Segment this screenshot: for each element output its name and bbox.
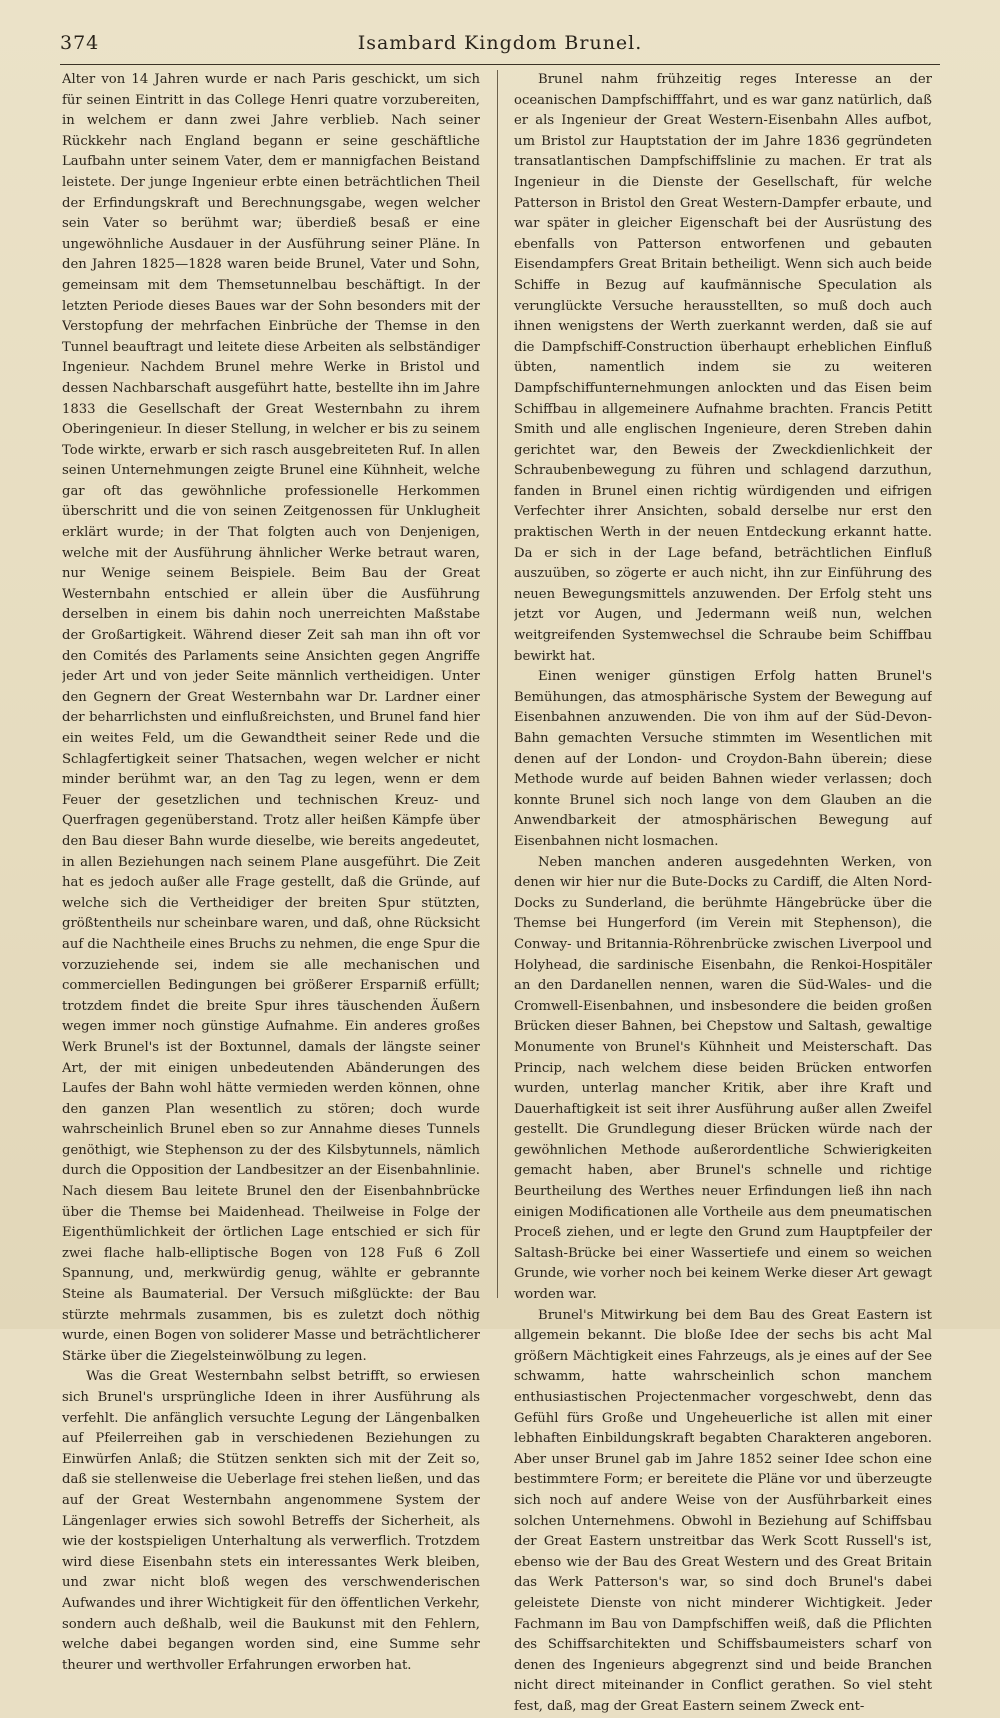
- running-title: Isambard Kingdom Brunel.: [357, 32, 643, 54]
- page-number: 374: [60, 32, 100, 54]
- page-header: [60, 28, 940, 64]
- column-divider: [497, 70, 498, 1298]
- right-column: [514, 70, 932, 1718]
- left-column: [62, 70, 480, 1676]
- paragraph: Einen weniger günstigen Erfolg hatten Brunel's Bemühungen, das atmosphärische System der Bewegung auf Eisenbahnen anzuwenden. Die von ihm auf der Süd-Devon-Bahn gemachten Versuche stimmten im Wesentlichen mit denen auf der London- und Croydon-Bahn überein; diese Methode wurde auf beiden Bahnen wieder verlassen; doch konnte Brunel sich noch lange von dem Glauben an die Anwendbarkeit der atmosphärischen Bewegung auf Eisenbahnen nicht losmachen.: [514, 669, 932, 849]
- paragraph: Alter von 14 Jahren wurde er nach Paris geschickt, um sich für seinen Eintritt in das College Henri quatre vorzubereiten, in welchem er dann zwei Jahre verblieb. Nach seiner Rückkehr nach England begann er seine geschäftliche Laufbahn unter seinem Vater, dem er mannigfachen Beistand leistete. Der junge Ingenieur erbte einen beträchtlichen Theil der Erfindungskraft und Berechnungsgabe, wegen welcher sein Vater so berühmt war; überdieß besaß er eine ungewöhnliche Ausdauer in der Ausführung seiner Pläne. In den Jahren 1825—1828 waren beide Brunel, Vater und Sohn, gemeinsam mit dem Themsetunnelbau beschäftigt. In der letzten Periode dieses Baues war der Sohn besonders mit der Verstopfung der mehrfachen Einbrüche der Themse in den Tunnel beauftragt und leitete diese Arbeiten als selbständiger Ingenieur. Nachdem Brunel mehre Werke in Bristol und dessen Nachbarschaft ausgeführt hatte, bestellte ihn im Jahre 1833 die Gesellschaft der Great Westernbahn zu ihrem Oberingenieur. In dieser Stellung, in welcher er bis zu seinem Tode wirkte, erwarb er sich rasch ausgebreiteten Ruf. In allen seinen Unternehmungen zeigte Brunel eine Kühnheit, welche gar oft das gewöhnliche professionelle Herkommen überschritt und die von seinen Zeitgenossen für Unklugheit erklärt wurde; in der That folgten auch von Denjenigen, welche mit der Ausführung ähnlicher Werke betraut waren, nur Wenige seinem Beispiele. Beim Bau der Great Westernbahn entschied er allein über die Ausführung derselben in einem bis dahin noch unerreichten Maßstabe der Großartigkeit. Während dieser Zeit sah man ihn oft vor den Comités des Parlaments seine Ansichten gegen Angriffe jeder Art und von jeder Seite männlich vertheidigen. Unter den Gegnern der Great Westernbahn war Dr. Lardner einer der beharrlichsten und einflußreichsten, und Brunel fand hier ein weites Feld, um die Gewandtheit seiner Rede und die Schlagfertigkeit seiner Thatsachen, wegen welcher er nicht minder berühmt war, an den Tag zu legen, wenn er dem Feuer der gesetzlichen und technischen Kreuz- und Querfragen gegenüberstand. Trotz aller heißen Kämpfe über den Bau dieser Bahn wurde dieselbe, wie bereits angedeutet, in allen Beziehungen nach seinem Plane ausgeführt. Die Zeit hat es jedoch außer alle Frage gestellt, daß die Gründe, auf welche sich die Vertheidiger der breiten Spur stützten, größtentheils nur scheinbare waren, und daß, ohne Rücksicht auf die Nachtheile eines Bruchs zu nehmen, die enge Spur die vorzuziehende sei, indem sie alle mechanischen und commerciellen Bedingungen bei größerer Ersparniß erfüllt; trotzdem findet die breite Spur ihres täuschenden Äußern wegen immer noch günstige Aufnahme. Ein anderes großes Werk Brunel's ist der Boxtunnel, damals der längste seiner Art, der mit einigen unbedeutenden Abänderungen des Laufes der Bahn wohl hätte vermieden werden können, ohne den ganzen Plan wesentlich zu stören; doch wurde wahrscheinlich Brunel eben so zur Annahme dieses Tunnels genöthigt, wie Stephenson zu der des Kilsbytunnels, nämlich durch die Opposition der Landbesitzer an der Eisenbahnlinie. Nach diesem Bau leitete Brunel den der Eisenbahnbrücke über die Themse bei Maidenhead. Theilweise in Folge der Eigenthümlichkeit der örtlichen Lage entschied er sich für zwei flache halb-elliptische Bogen von 128 Fuß 6 Zoll Spannung, und, merkwürdig genug, wählte er gebrannte Steine als Baumaterial. Der Versuch mißglückte: der Bau stürzte mehrmals zusammen, bis es zuletzt doch nöthig wurde, einen Bogen von soliderer Masse und beträchtlicherer Stärke über die Ziegelsteinwölbung zu legen.: [62, 72, 480, 1364]
- paragraph: Neben manchen anderen ausgedehnten Werken, von denen wir hier nur die Bute-Docks zu Cardiff, die Alten Nord-Docks zu Sunderland, die berühmte Hängebrücke über die Themse bei Hungerford (im Verein mit Stephenson), die Conway- und Britannia-Röhrenbrücke zwischen Liverpool und Holyhead, die sardinische Eisenbahn, die Renkoi-Hospitäler an den Dardanellen nennen, waren die Süd-Wales- und die Cromwell-Eisenbahnen, und insbesondere die beiden großen Brücken dieser Bahnen, bei Chepstow und Saltash, gewaltige Monumente von Brunel's Kühnheit und Meisterschaft. Das Princip, nach welchem diese beiden Brücken entworfen wurden, unterlag mancher Kritik, aber ihre Kraft und Dauerhaftigkeit ist seit ihrer Ausführung außer allen Zweifel gestellt. Die Grundlegung dieser Brücken würde nach der gewöhnlichen Methode außerordentliche Schwierigkeiten gemacht haben, aber Brunel's schnelle und richtige Beurtheilung des Werthes neuer Erfindungen ließ ihn nach einigen Modificationen alle Vortheile aus dem pneumatischen Proceß ziehen, und er legte den Grund zum Hauptpfeiler der Saltash-Brücke bei einer Wassertiefe und einem so weichen Grunde, wie vorher noch bei keinem Werke dieser Art gewagt worden war.: [514, 854, 932, 1303]
- paragraph: Brunel's Mitwirkung bei dem Bau des Great Eastern ist allgemein bekannt. Die bloße Idee der sechs bis acht Mal größern Mächtigkeit eines Fahrzeugs, als je eines auf der See schwamm, hatte wahrscheinlich schon manchem enthusiastischen Projectenmacher vorgeschwebt, denn das Gefühl fürs Große und Ungeheuerliche ist allen mit einer lebhaften Einbildungskraft begabten Charakteren angeboren. Aber unser Brunel gab im Jahre 1852 seiner Idee schon eine bestimmtere Form; er bereitete die Pläne vor und überzeugte sich noch auf andere Weise von der Ausführbarkeit eines solchen Unternehmens. Obwohl in Beziehung auf Schiffsbau der Great Eastern unstreitbar das Werk Scott Russell's ist, ebenso wie der Bau des Great Western und des Great Britain das Werk Patterson's war, so sind doch Brunel's dabei geleistete Dienste von nicht minderer Wichtigkeit. Jeder Fachmann im Bau von Dampfschiffen weiß, daß die Pflichten des Schiffsarchitekten und Schiffsbaumeisters scharf von denen des Ingenieurs abgegrenzt sind und beide Branchen nicht direct miteinander in Conflict gerathen. So viel steht fest, daß, mag der Great Eastern seinem Zweck ent-: [514, 1307, 932, 1714]
- paragraph: Was die Great Westernbahn selbst betrifft, so erwiesen sich Brunel's ursprüngliche Ideen in ihrer Ausführung als verfehlt. Die anfänglich versuchte Legung der Längenbalken auf Pfeilerreihen gab in verschiedenen Beziehungen zu Einwürfen Anlaß; die Stützen senkten sich mit der Zeit so, daß sie stellenweise die Ueberlage frei stehen ließen, und das auf der Great Westernbahn angenommene System der Längenlager erwies sich sowohl Betreffs der Sicherheit, als wie der kostspieligen Unterhaltung als verwerflich. Trotzdem wird diese Eisenbahn stets ein interessantes Werk bleiben, und zwar nicht bloß wegen des verschwenderischen Aufwandes und ihrer Wichtigkeit für den öffentlichen Verkehr, sondern auch deßhalb, weil die Baukunst mit den Fehlern, welche dabei begangen worden sind, eine Summe sehr theurer und werthvoller Erfahrungen erworben hat.: [62, 1369, 480, 1673]
- paragraph: Brunel nahm frühzeitig reges Interesse an der oceanischen Dampfschifffahrt, und es war ganz natürlich, daß er als Ingenieur der Great Western-Eisenbahn Alles aufbot, um Bristol zur Hauptstation der im Jahre 1836 gegründeten transatlantischen Dampfschiffslinie zu machen. Er trat als Ingenieur in die Dienste der Gesellschaft, für welche Patterson in Bristol den Great Western-Dampfer erbaute, und war später in gleicher Eigenschaft bei der Ausrüstung des ebenfalls von Patterson entworfenen und gebauten Eisendampfers Great Britain betheiligt. Wenn sich auch beide Schiffe in Bezug auf kaufmännische Speculation als verunglückte Versuche herausstellten, so muß doch auch ihnen wenigstens der Werth zuerkannt werden, daß sie auf die Dampfschiff-Construction überhaupt erheblichen Einfluß übten, namentlich indem sie zu weiteren Dampfschiffunternehmungen anlockten und das Eisen beim Schiffbau in allgemeinere Aufnahme brachten. Francis Petitt Smith und alle englischen Ingenieure, deren Streben dahin gerichtet war, den Beweis der Zweckdienlichkeit der Schraubenbewegung zu führen und schlagend darzuthun, fanden in Brunel einen richtig würdigenden und eifrigen Verfechter ihrer Ansichten, sobald derselbe nur erst den praktischen Werth in der neuen Entdeckung erkannt hatte. Da er sich in der Lage befand, beträchtlichen Einfluß auszuüben, so zögerte er auch nicht, ihn zur Einführung des neuen Bewegungsmittels anzuwenden. Der Erfolg steht uns jetzt vor Augen, und Jedermann weiß nun, welchen weitgreifenden Systemwechsel die Schraube beim Schiffbau bewirkt hat.: [514, 72, 932, 664]
- header-rule: [60, 64, 940, 65]
